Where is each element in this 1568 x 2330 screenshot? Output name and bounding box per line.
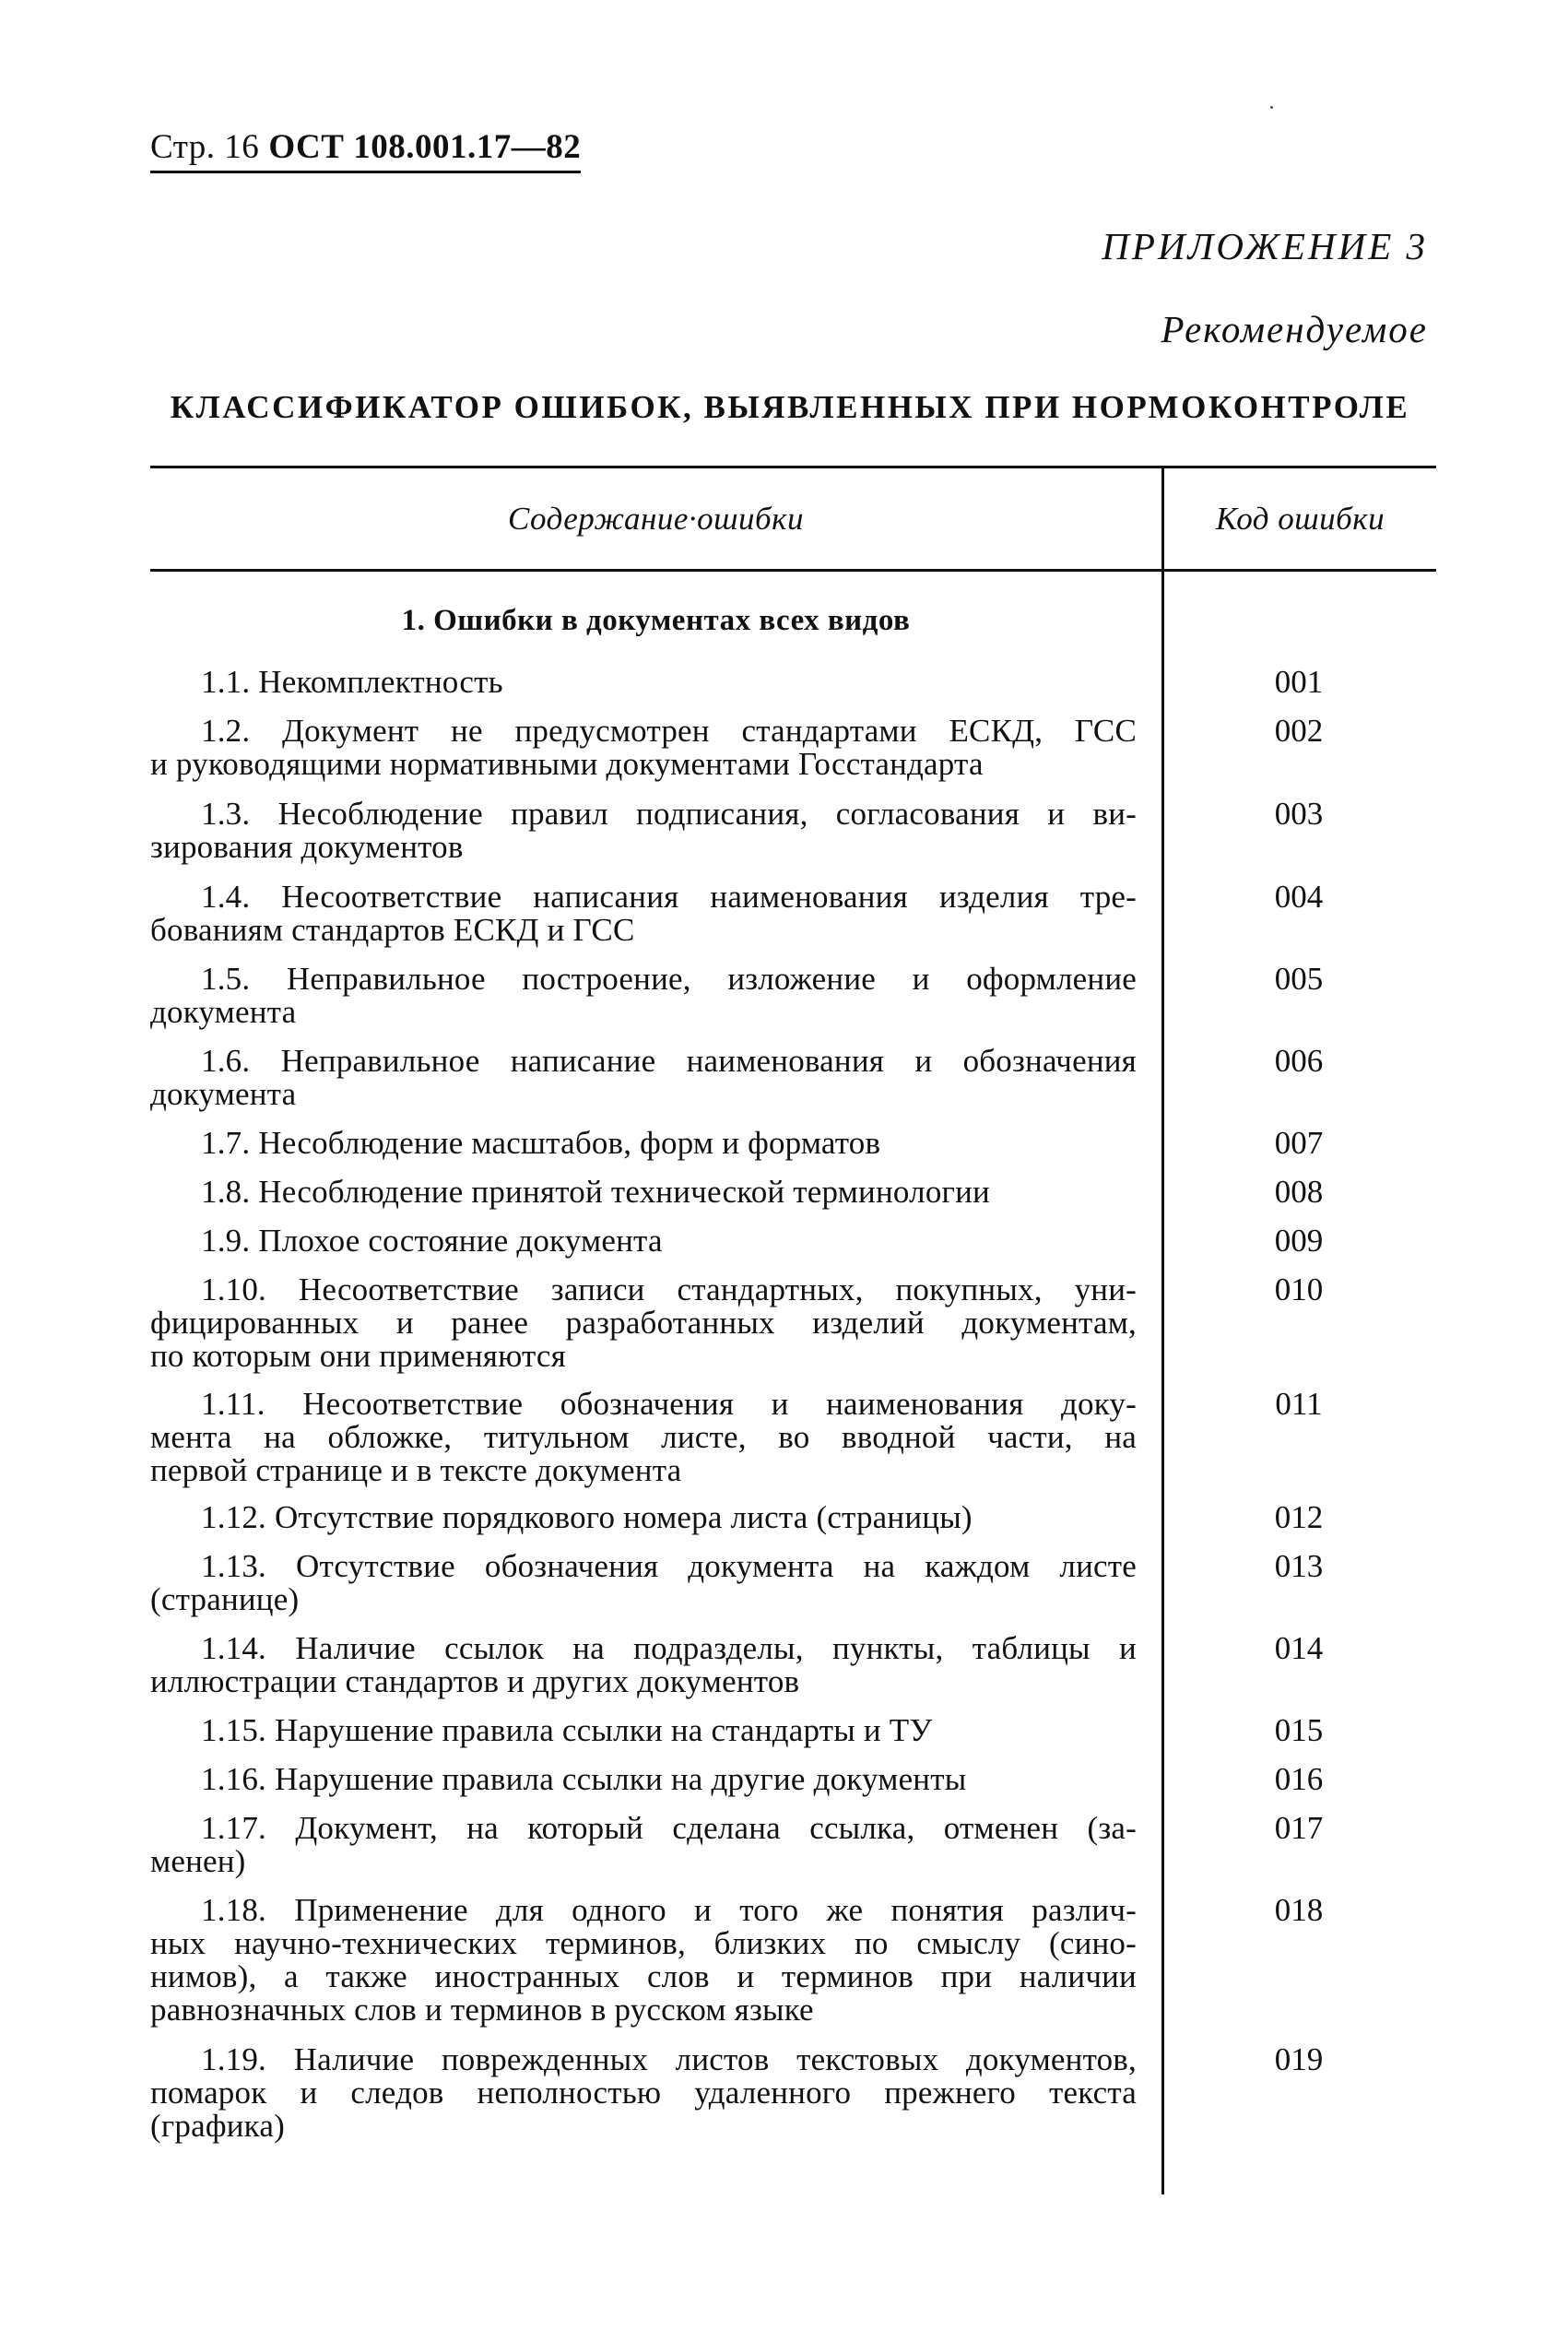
description-line: 1.2. Документ не предусмотрен стандартами ЕСКД, ГСС xyxy=(201,713,1137,749)
error-description xyxy=(150,1501,1137,1534)
table-row xyxy=(150,1273,1436,1373)
error-description xyxy=(150,1763,1137,1796)
error-description xyxy=(150,1176,1137,1209)
error-code: 005 xyxy=(1274,961,1324,997)
description-line: менен) xyxy=(150,1843,246,1879)
error-code: 010 xyxy=(1274,1271,1324,1307)
table-row xyxy=(150,1045,1436,1111)
error-code: 014 xyxy=(1274,1630,1324,1666)
table-row xyxy=(150,1894,1436,2027)
error-description xyxy=(150,2043,1137,2143)
table-row xyxy=(150,2043,1436,2143)
column-header-code: Код ошибки xyxy=(1215,501,1385,537)
page-header xyxy=(150,127,581,173)
error-description xyxy=(150,881,1137,947)
description-line: зирования документов xyxy=(150,829,464,865)
table-row xyxy=(150,1550,1436,1616)
description-line: 1.14. Наличие ссылок на подразделы, пункты, таблицы и xyxy=(201,1630,1137,1666)
error-code: 003 xyxy=(1274,796,1324,832)
description-line: 1.15. Нарушение правила ссылки на стандарты и ТУ xyxy=(201,1712,933,1748)
error-description xyxy=(150,963,1137,1029)
column-header-content: Содержание·ошибки xyxy=(507,501,805,537)
description-line: равнозначных слов и терминов в русском языке xyxy=(150,1992,814,2028)
description-line: 1.6. Неправильное написание наименования и обозначения xyxy=(201,1043,1137,1079)
error-description xyxy=(150,1045,1137,1111)
description-line: 1.4. Несоответствие написания наименования изделия тре- xyxy=(201,879,1137,915)
error-description xyxy=(150,1812,1137,1878)
error-description xyxy=(150,798,1137,864)
description-line: 1.11. Несоответствие обозначения и наименования доку- xyxy=(201,1386,1137,1422)
error-code: 002 xyxy=(1274,713,1324,749)
error-description xyxy=(150,1632,1137,1698)
error-code: 016 xyxy=(1274,1761,1324,1797)
page-number: Стр. 16 xyxy=(150,128,260,166)
table-row xyxy=(150,666,1436,699)
error-description xyxy=(150,1273,1137,1373)
error-description xyxy=(150,1714,1137,1747)
error-code: 008 xyxy=(1274,1174,1324,1210)
description-line: 1.13. Отсутствие обозначения документа на каждом листе xyxy=(201,1548,1137,1584)
error-code: 007 xyxy=(1274,1125,1324,1161)
error-code: 004 xyxy=(1274,879,1324,915)
table-row xyxy=(150,1501,1436,1534)
table-row xyxy=(150,881,1436,947)
error-code: 018 xyxy=(1274,1892,1324,1928)
error-code: 013 xyxy=(1274,1548,1324,1584)
table-header-rule xyxy=(150,569,1436,572)
section-title: 1. Ошибки в документах всех видов xyxy=(401,604,911,637)
error-code: 015 xyxy=(1274,1712,1324,1748)
description-line: (графика) xyxy=(150,2108,285,2144)
error-code: 009 xyxy=(1274,1223,1324,1259)
error-code: 001 xyxy=(1274,664,1324,700)
description-line: документа xyxy=(150,994,297,1030)
table-row xyxy=(150,1127,1436,1160)
error-description xyxy=(150,1224,1137,1258)
appendix-status: Рекомендуемое xyxy=(1161,308,1428,350)
error-description xyxy=(150,1550,1137,1616)
table-row xyxy=(150,963,1436,1029)
description-line: 1.17. Документ, на который сделана ссылка, отменен (за- xyxy=(201,1810,1137,1846)
table-row xyxy=(150,1388,1436,1487)
document-title: КЛАССИФИКАТОР ОШИБОК, ВЫЯВЛЕННЫХ ПРИ НОРМОКОНТРОЛЕ xyxy=(170,389,1410,425)
scan-speck xyxy=(1270,106,1273,109)
description-line: 1.3. Несоблюдение правил подписания, согласования и ви- xyxy=(201,796,1137,832)
description-line: документа xyxy=(150,1076,297,1112)
appendix-title: ПРИЛОЖЕНИЕ 3 xyxy=(1102,225,1428,267)
table-row xyxy=(150,1714,1436,1747)
description-line: 1.1. Некомплектность xyxy=(201,664,503,700)
description-line: бованиям стандартов ЕСКД и ГСС xyxy=(150,912,635,948)
description-line: 1.19. Наличие поврежденных листов текстовых документов, xyxy=(201,2041,1137,2077)
error-code: 012 xyxy=(1274,1499,1324,1535)
table-row xyxy=(150,715,1436,781)
description-line: и руководящими нормативными документами Госстандарта xyxy=(150,746,984,782)
description-line: 1.12. Отсутствие порядкового номера листа (страницы) xyxy=(201,1499,973,1535)
description-line: помарок и следов неполностью удаленного прежнего текста xyxy=(150,2075,1137,2111)
description-line: 1.18. Применение для одного и того же понятия различ- xyxy=(201,1892,1137,1928)
table-row xyxy=(150,1176,1436,1209)
description-line: по которым они применяются xyxy=(150,1338,566,1374)
table-top-rule xyxy=(150,466,1436,468)
description-line: 1.5. Неправильное построение, изложение и оформление xyxy=(201,961,1137,997)
description-line: 1.16. Нарушение правила ссылки на другие документы xyxy=(201,1761,967,1797)
standard-number: ОСТ 108.001.17—82 xyxy=(268,128,582,166)
error-description xyxy=(150,666,1137,699)
error-description xyxy=(150,1894,1137,2027)
table-row xyxy=(150,798,1436,864)
error-description xyxy=(150,715,1137,781)
error-description xyxy=(150,1127,1137,1160)
error-code: 019 xyxy=(1274,2041,1324,2077)
description-line: 1.10. Несоответствие записи стандартных, покупных, уни- xyxy=(201,1271,1137,1307)
description-line: 1.7. Несоблюдение масштабов, форм и форматов xyxy=(201,1125,881,1161)
description-line: фицированных и ранее разработанных изделий документам, xyxy=(150,1305,1137,1341)
description-line: 1.8. Несоблюдение принятой технической терминологии xyxy=(201,1174,990,1210)
error-description xyxy=(150,1388,1137,1487)
table-row xyxy=(150,1812,1436,1878)
description-line: нимов), а также иностранных слов и терминов при наличии xyxy=(150,1958,1137,1994)
error-code: 011 xyxy=(1275,1386,1323,1422)
table-row xyxy=(150,1763,1436,1796)
description-line: мента на обложке, титульном листе, во вводной части, на xyxy=(150,1419,1137,1455)
description-line: (странице) xyxy=(150,1581,300,1617)
description-line: иллюстрации стандартов и других документов xyxy=(150,1663,800,1699)
error-code: 006 xyxy=(1274,1043,1324,1079)
description-line: ных научно-технических терминов, близких по смыслу (сино- xyxy=(150,1925,1137,1961)
description-line: первой странице и в тексте документа xyxy=(150,1452,682,1488)
table-row xyxy=(150,1632,1436,1698)
description-line: 1.9. Плохое состояние документа xyxy=(201,1223,663,1259)
table-row xyxy=(150,1224,1436,1258)
error-code: 017 xyxy=(1274,1810,1324,1846)
